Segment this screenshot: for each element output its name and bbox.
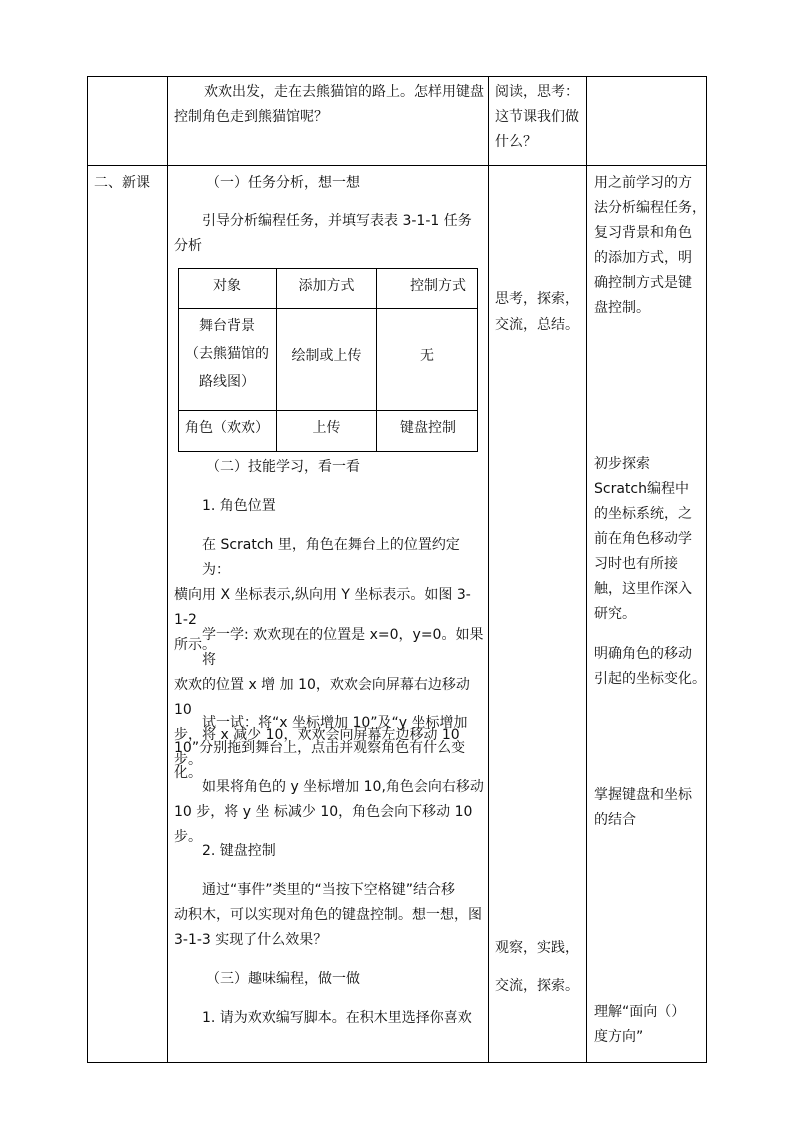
design-intent-line: 复习背景和角色 bbox=[594, 225, 692, 241]
cell-method: 上传 bbox=[312, 420, 341, 436]
cell-object: 角色（欢欢） bbox=[185, 420, 269, 436]
row1-student-line: 阅读，思考： bbox=[495, 84, 579, 100]
section1-desc-line: 引导分析编程任务，并填写表表 3-1-1 任务 bbox=[202, 213, 472, 229]
design-intent-line: 的添加方式，明 bbox=[594, 250, 692, 266]
inner-row-divider bbox=[178, 308, 478, 309]
column-divider-2 bbox=[488, 76, 489, 1063]
paragraph-line: 10”分别拖到舞台上，点击并观察角色有什么变化。 bbox=[174, 740, 466, 781]
section1-desc-line: 分析 bbox=[174, 238, 202, 254]
design-intent-5 bbox=[594, 1000, 706, 1050]
column-divider-3 bbox=[586, 76, 587, 1063]
item1-heading: 1. 角色位置 bbox=[202, 498, 276, 514]
paragraph-line: 横向用 X 坐标表示,纵向用 Y 坐标表示。如图 3-1-2 bbox=[174, 587, 471, 628]
design-intent-line: 确控制方式是键 bbox=[594, 275, 692, 291]
student-activity-1 bbox=[495, 286, 587, 338]
student-activity-line: 观察，实践， bbox=[495, 940, 579, 956]
cell-object bbox=[178, 312, 276, 396]
design-intent-line: 的结合 bbox=[594, 812, 636, 828]
section1-desc bbox=[174, 209, 484, 259]
design-intent-line: 理解“面向（） bbox=[594, 1004, 686, 1020]
row-divider bbox=[87, 165, 707, 166]
design-intent-4 bbox=[594, 783, 706, 833]
paragraph-line: 在 Scratch 里，角色在舞台上的位置约定为： bbox=[202, 537, 460, 578]
design-intent-line: 研究。 bbox=[594, 606, 636, 622]
paragraph-line: 通过“事件”类里的“当按下空格键”结合移 bbox=[202, 882, 456, 898]
design-intent-line: 用之前学习的方 bbox=[594, 175, 692, 191]
cell-control: 键盘控制 bbox=[400, 420, 456, 436]
paragraph-line: 3-1-3 实现了什么效果？ bbox=[174, 932, 328, 948]
stage-label: 二、新课 bbox=[94, 175, 150, 191]
header-control: 控制方式 bbox=[410, 278, 466, 294]
design-intent-line: Scratch编程中 bbox=[594, 481, 689, 497]
paragraph-line: 10 步，将 y 坐 标减少 10，角色会向下移动 10 步。 bbox=[174, 804, 473, 845]
design-intent-line: 引起的坐标变化。 bbox=[594, 671, 706, 687]
inner-top-border bbox=[178, 268, 478, 269]
design-intent-1 bbox=[594, 171, 706, 321]
column-divider-1 bbox=[167, 76, 168, 1063]
item3-heading: 1. 请为欢欢编写脚本。在积木里选择你喜欢 bbox=[202, 1010, 472, 1026]
design-intent-2 bbox=[594, 452, 706, 627]
paragraph-5 bbox=[174, 878, 484, 953]
table-left-border bbox=[87, 76, 88, 1063]
cell-method: 绘制或上传 bbox=[291, 348, 362, 364]
design-intent-line: 初步探索 bbox=[594, 456, 650, 472]
row1-student-line: 什么？ bbox=[495, 134, 537, 150]
cell-object-line: （去熊猫馆的 bbox=[185, 346, 269, 362]
paragraph-line: 如果将角色的 y 坐标增加 10,角色会向右移动 bbox=[202, 779, 484, 795]
student-activity-line: 思考，探索， bbox=[495, 291, 579, 307]
row1-content-line: 欢欢出发，走在去熊猫馆的路上。怎样用键盘 bbox=[204, 84, 484, 100]
paragraph-line: 动积木，可以实现对角色的键盘控制。想一想，图 bbox=[174, 907, 482, 923]
cell-control: 无 bbox=[420, 348, 434, 364]
paragraph-line: 学一学: 欢欢现在的位置是 x=0，y=0。如果将 bbox=[202, 627, 484, 668]
row1-student-line: 这节课我们做 bbox=[495, 109, 579, 125]
paragraph-line: 所示。 bbox=[174, 637, 216, 653]
header-method: 添加方式 bbox=[298, 278, 355, 294]
table-right-border bbox=[706, 76, 707, 1063]
table-bottom-border bbox=[87, 1062, 707, 1063]
paragraph-line: 欢欢的位置 x 增 加 10，欢欢会向屏幕右边移动 10 bbox=[174, 677, 470, 718]
student-activity-2 bbox=[495, 929, 587, 1005]
design-intent-line: 明确角色的移动 bbox=[594, 646, 692, 662]
item2-heading: 2. 键盘控制 bbox=[202, 843, 276, 859]
design-intent-3 bbox=[594, 642, 706, 692]
paragraph-line: 步，将 x 减少 10，欢欢会向屏幕左边移动 10 步。 bbox=[174, 727, 460, 768]
design-intent-line: 掌握键盘和坐标 bbox=[594, 787, 692, 803]
design-intent-line: 前在角色移动学 bbox=[594, 531, 692, 547]
task-analysis-table bbox=[178, 268, 478, 452]
design-intent-line: 盘控制。 bbox=[594, 300, 650, 316]
inner-row-divider bbox=[178, 410, 478, 411]
section3-title: （三）趣味编程，做一做 bbox=[206, 971, 360, 987]
design-intent-line: 度方向” bbox=[594, 1029, 644, 1045]
cell-object-line: 路线图） bbox=[199, 374, 255, 390]
row1-student-cell bbox=[495, 80, 585, 155]
design-intent-line: 的坐标系统，之 bbox=[594, 506, 692, 522]
header-object: 对象 bbox=[213, 278, 241, 294]
cell-object-line: 舞台背景 bbox=[199, 318, 255, 334]
design-intent-line: 触，这里作深入 bbox=[594, 581, 692, 597]
section1-title: （一）任务分析，想一想 bbox=[206, 175, 360, 191]
row1-content-line: 控制角色走到熊猫馆呢？ bbox=[174, 109, 328, 125]
inner-bottom-border bbox=[178, 451, 478, 452]
student-activity-line: 交流，总结。 bbox=[495, 317, 579, 333]
row1-content-cell bbox=[174, 80, 484, 130]
table-top-border bbox=[87, 76, 707, 77]
paragraph-line: 试一试：将“x 坐标增加 10”及“y 坐标增加 bbox=[202, 715, 468, 731]
section2-title: （二）技能学习，看一看 bbox=[206, 459, 360, 475]
design-intent-line: 法分析编程任务， bbox=[594, 200, 706, 216]
design-intent-line: 习时也有所接 bbox=[594, 556, 678, 572]
student-activity-line: 交流，探索。 bbox=[495, 978, 579, 994]
